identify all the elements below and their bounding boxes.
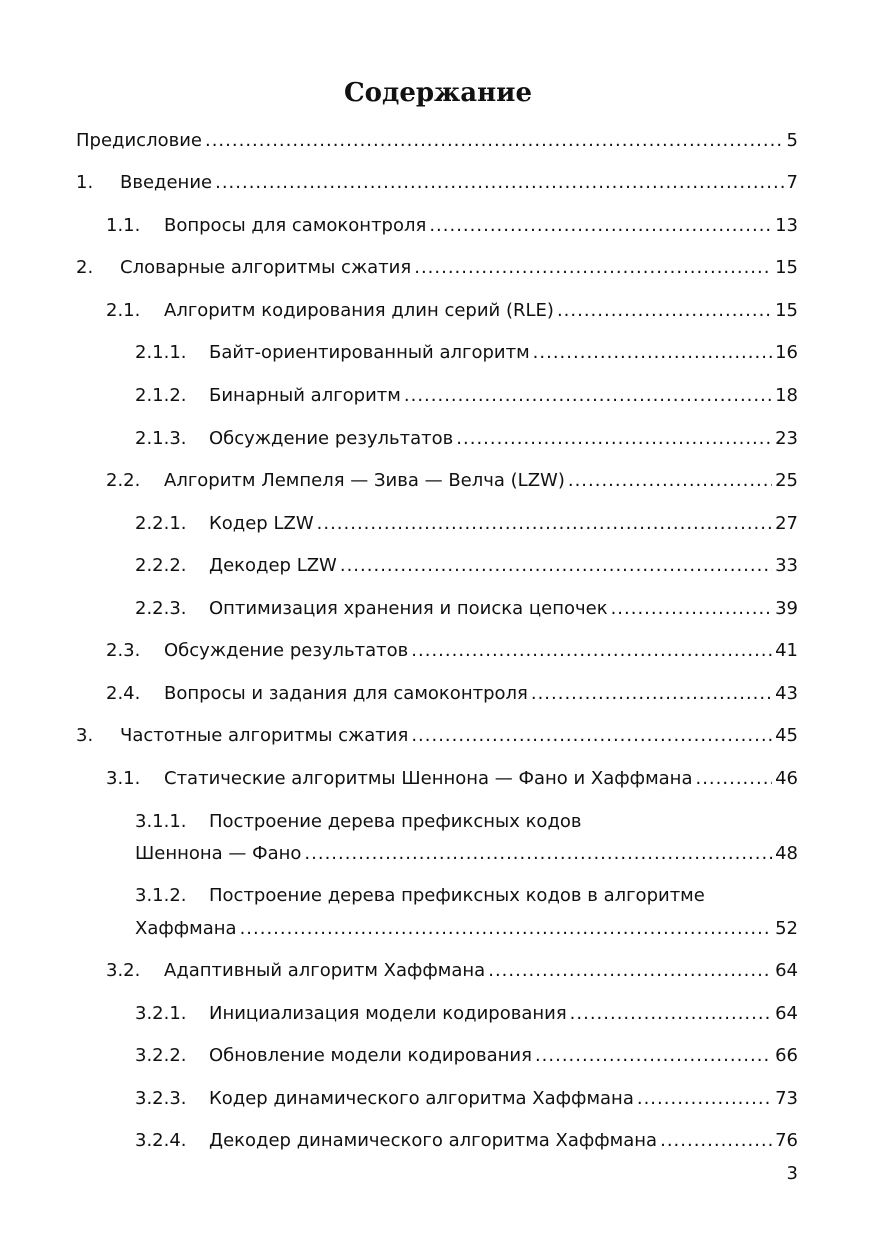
toc-entry-page: 66 bbox=[775, 1045, 798, 1066]
dot-leader bbox=[531, 680, 772, 708]
dot-leader bbox=[404, 382, 772, 410]
toc-entry-number: 2.1. bbox=[106, 300, 141, 321]
toc-entry-title: Алгоритм кодирования длин серий (RLE) bbox=[164, 300, 554, 321]
toc-entry-title: Оптимизация хранения и поиска цепочек bbox=[209, 598, 608, 619]
toc-entry-title: Введение bbox=[120, 172, 213, 193]
toc-entry-number: 2.4. bbox=[106, 683, 141, 704]
toc-entry-page: 7 bbox=[786, 172, 798, 193]
dot-leader bbox=[568, 467, 772, 495]
toc-entry-title: Обновление модели кодирования bbox=[209, 1045, 532, 1066]
toc-entry-number: 3.2.3. bbox=[135, 1088, 187, 1109]
toc-entry-title: Декодер LZW bbox=[209, 555, 337, 576]
toc-entry-page: 46 bbox=[775, 768, 798, 789]
toc-entry-number: 3.2.1. bbox=[135, 1003, 187, 1024]
toc-entry-page: 76 bbox=[775, 1130, 798, 1151]
toc-entry-2[interactable] bbox=[0, 254, 798, 282]
toc-entry-number: 3.2.2. bbox=[135, 1045, 187, 1066]
toc-entry-page: 48 bbox=[775, 843, 798, 864]
toc-entry-2-2-2[interactable] bbox=[0, 552, 798, 580]
dot-leader bbox=[411, 637, 772, 665]
toc-entry-page: 45 bbox=[775, 725, 798, 746]
toc-entry-title: Кодер динамического алгоритма Хаффмана bbox=[209, 1088, 634, 1109]
dot-leader bbox=[637, 1085, 772, 1113]
toc-entry-page: 64 bbox=[775, 1003, 798, 1024]
toc-entry-page: 15 bbox=[775, 257, 798, 278]
dot-leader bbox=[304, 840, 772, 868]
toc-entry-1[interactable] bbox=[0, 169, 798, 197]
toc-entry-number: 2.2.1. bbox=[135, 513, 187, 534]
toc-entry-2-1-3[interactable] bbox=[0, 425, 798, 453]
toc-entry-number: 2. bbox=[76, 257, 94, 278]
toc-entry-number: 2.2. bbox=[106, 470, 141, 491]
dot-leader bbox=[215, 169, 783, 197]
dot-leader bbox=[205, 127, 784, 155]
toc-entry-2-2[interactable] bbox=[0, 467, 798, 495]
toc-entry-preface[interactable] bbox=[0, 127, 798, 155]
dot-leader bbox=[611, 595, 773, 623]
toc-entry-number: 3.1.2. bbox=[135, 885, 187, 906]
toc-entry-number: 3. bbox=[76, 725, 94, 746]
toc-entry-3-2-1[interactable] bbox=[0, 1000, 798, 1028]
toc-entry-title-continued: Хаффмана bbox=[135, 918, 237, 939]
dot-leader bbox=[340, 552, 772, 580]
toc-entry-title: Бинарный алгоритм bbox=[209, 385, 401, 406]
dot-leader bbox=[533, 339, 772, 367]
dot-leader bbox=[411, 722, 772, 750]
toc-entry-3-2-2[interactable] bbox=[0, 1042, 798, 1070]
toc-entry-number: 3.2.4. bbox=[135, 1130, 187, 1151]
toc-entry-title: Частотные алгоритмы сжатия bbox=[120, 725, 409, 746]
toc-entry-3-1[interactable] bbox=[0, 765, 798, 793]
toc-entry-page: 39 bbox=[775, 598, 798, 619]
toc-entry-page: 18 bbox=[775, 385, 798, 406]
toc-entry-title: Обсуждение результатов bbox=[164, 640, 409, 661]
toc-entry-2-3[interactable] bbox=[0, 637, 798, 665]
toc-entry-title: Кодер LZW bbox=[209, 513, 314, 534]
dot-leader bbox=[240, 915, 773, 943]
toc-entry-title: Декодер динамического алгоритма Хаффмана bbox=[209, 1130, 658, 1151]
toc-entry-title: Словарные алгоритмы сжатия bbox=[120, 257, 412, 278]
page-title: Содержание bbox=[343, 78, 533, 108]
toc-entry-page: 52 bbox=[775, 918, 798, 939]
toc-entry-number: 1. bbox=[76, 172, 94, 193]
toc-entry-page: 43 bbox=[775, 683, 798, 704]
toc-entry-3-1-2-line2[interactable] bbox=[0, 915, 798, 943]
toc-entry-title: Вопросы для самоконтроля bbox=[164, 215, 427, 236]
dot-leader bbox=[570, 1000, 772, 1028]
dot-leader bbox=[429, 212, 772, 240]
toc-entry-title: Статические алгоритмы Шеннона — Фано и Хаффмана bbox=[164, 768, 693, 789]
dot-leader bbox=[488, 957, 772, 985]
toc-entry-number: 2.2.2. bbox=[135, 555, 187, 576]
dot-leader bbox=[660, 1127, 772, 1155]
toc-entry-1-1[interactable] bbox=[0, 212, 798, 240]
toc-entry-title: Построение дерева префиксных кодов bbox=[209, 811, 582, 832]
toc-entry-title: Предисловие bbox=[76, 130, 202, 151]
toc-entry-page: 41 bbox=[775, 640, 798, 661]
toc-entry-2-1[interactable] bbox=[0, 297, 798, 325]
toc-entry-page: 33 bbox=[775, 555, 798, 576]
toc-entry-number: 3.1. bbox=[106, 768, 141, 789]
toc-entry-2-2-3[interactable] bbox=[0, 595, 798, 623]
toc-entry-page: 5 bbox=[786, 130, 798, 151]
toc-entry-3[interactable] bbox=[0, 722, 798, 750]
toc-entry-page: 15 bbox=[775, 300, 798, 321]
toc-entry-3-2-3[interactable] bbox=[0, 1085, 798, 1113]
toc-entry-page: 27 bbox=[775, 513, 798, 534]
toc-entry-2-4[interactable] bbox=[0, 680, 798, 708]
toc-entry-number: 1.1. bbox=[106, 215, 141, 236]
toc-entry-title: Построение дерева префиксных кодов в алгоритме bbox=[209, 885, 705, 906]
toc-entry-number: 2.1.2. bbox=[135, 385, 187, 406]
page-number: 3 bbox=[786, 1163, 798, 1184]
toc-entry-page: 23 bbox=[775, 428, 798, 449]
toc-entry-3-2[interactable] bbox=[0, 957, 798, 985]
toc-entry-number: 2.1.1. bbox=[135, 342, 187, 363]
toc-entry-title: Инициализация модели кодирования bbox=[209, 1003, 567, 1024]
dot-leader bbox=[414, 254, 772, 282]
toc-entry-page: 73 bbox=[775, 1088, 798, 1109]
toc-entry-title: Адаптивный алгоритм Хаффмана bbox=[164, 960, 486, 981]
toc-entry-title: Алгоритм Лемпеля — Зива — Велча (LZW) bbox=[164, 470, 565, 491]
dot-leader bbox=[535, 1042, 772, 1070]
toc-entry-2-2-1[interactable] bbox=[0, 510, 798, 538]
dot-leader bbox=[317, 510, 772, 538]
dot-leader bbox=[695, 765, 772, 793]
toc-entry-number: 3.1.1. bbox=[135, 811, 187, 832]
toc-entry-title: Вопросы и задания для самоконтроля bbox=[164, 683, 528, 704]
toc-entry-3-1-1-line2[interactable] bbox=[0, 840, 798, 868]
toc-entry-title: Обсуждение результатов bbox=[209, 428, 454, 449]
toc-entry-3-2-4[interactable] bbox=[0, 1127, 798, 1155]
toc-entry-2-1-1[interactable] bbox=[0, 339, 798, 367]
toc-entry-title-continued: Шеннона — Фано bbox=[135, 843, 302, 864]
toc-entry-page: 25 bbox=[775, 470, 798, 491]
toc-entry-page: 64 bbox=[775, 960, 798, 981]
toc-entry-number: 2.3. bbox=[106, 640, 141, 661]
toc-entry-number: 2.2.3. bbox=[135, 598, 187, 619]
toc-entry-page: 13 bbox=[775, 215, 798, 236]
toc-entry-number: 2.1.3. bbox=[135, 428, 187, 449]
toc-entry-title: Байт-ориентированный алгоритм bbox=[209, 342, 530, 363]
toc-entry-page: 16 bbox=[775, 342, 798, 363]
toc-entry-2-1-2[interactable] bbox=[0, 382, 798, 410]
toc-entry-number: 3.2. bbox=[106, 960, 141, 981]
dot-leader bbox=[557, 297, 772, 325]
dot-leader bbox=[456, 425, 772, 453]
